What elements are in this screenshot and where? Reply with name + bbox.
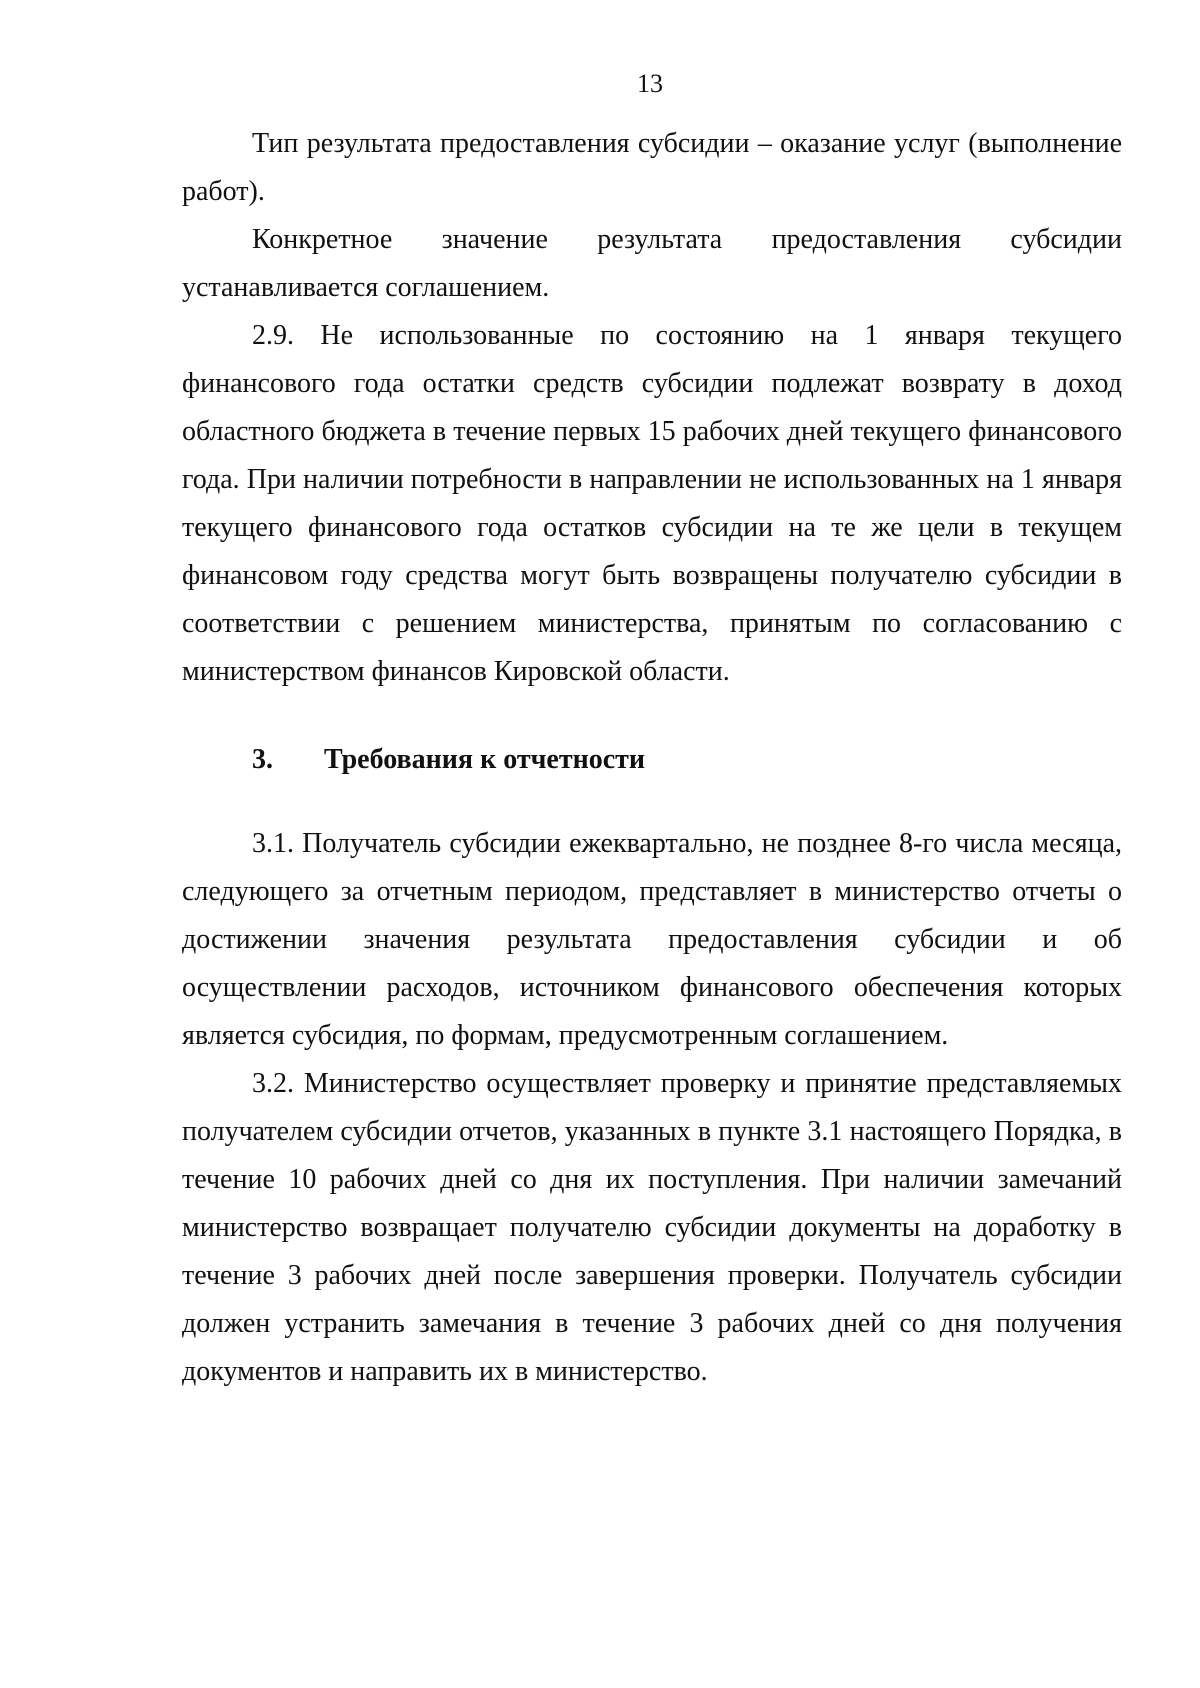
section-number: 3. (252, 744, 273, 775)
paragraph-2-9: 2.9. Не использованные по состоянию на 1 января текущего финансового года остатки средств субсидии подлежат возврату в доход областного бюджета в течение первых 15 рабочих дней текущего финансового года. При наличии потребности в направлении не использованных на 1 января текущего финансового года остатков субсидии на те же цели в текущем финансовом году средства могут быть возвращены получателю субсидии в соответствии с решением министерства, принятым по согласованию с министерством финансов Кировской области. (182, 320, 1122, 687)
section-title: Требования к отчетности (324, 744, 646, 775)
paragraph-result-type: Тип результата предоставления субсидии – оказание услуг (выполнение работ). (182, 128, 1122, 207)
page-number: 13 (637, 69, 663, 98)
section-heading (182, 736, 1122, 784)
paragraph-result-value: Конкретное значение результата предоставления субсидии устанавливается соглашением. (182, 224, 1122, 303)
paragraph-3-1: 3.1. Получатель субсидии ежеквартально, не позднее 8-го числа месяца, следующего за отчетным периодом, представляет в министерство отчеты о достижении значения результата предоставления субсидии и об осуществлении расходов, источником финансового обеспечения которых является субсидия, по формам, предусмотренным соглашением. (182, 828, 1122, 1051)
document-body (182, 120, 1122, 1396)
paragraph-3-2: 3.2. Министерство осуществляет проверку и принятие представляемых получателем субсидии отчетов, указанных в пункте 3.1 настоящего Порядка, в течение 10 рабочих дней со дня их поступления. При наличии замечаний министерство возвращает получателю субсидии документы на доработку в течение 3 рабочих дней после завершения проверки. Получатель субсидии должен устранить замечания в течение 3 рабочих дней со дня получения документов и направить их в министерство. (182, 1068, 1122, 1387)
